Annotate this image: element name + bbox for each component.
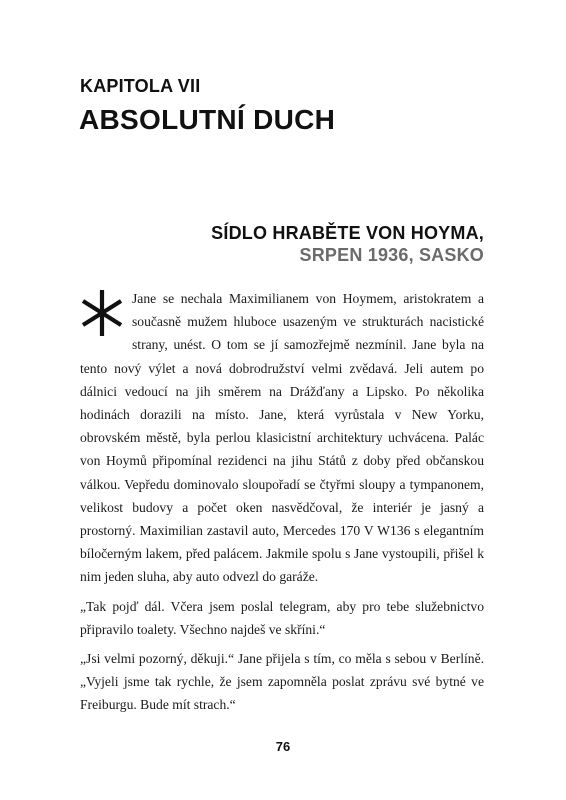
paragraph-text: Jane se nechala Maximilianem von Hoymem, aristokratem a současně mužem hluboce usazeným ve strukturách nacistické strany, unést. O tom se jí samozřejmě nezmínil. Jane byla na tento nový výlet a nová dobrodružství velmi zvědavá. Jeli autem po dálnici vedoucí na jih směrem na Drážďany a Lipsko. Po několika hodinách dorazili na místo. Jane, která vyrůstala v New Yorku, obrovském městě, byla perlou klasicistní architektury uchvácena. Palác von Hoymů připomínal rezidenci na jihu Států z doby před občanskou válkou. Vepředu dominovalo sloupořadí se čtyřmi sloupy a tympanonem, velikost budovy a počet oken nasvědčoval, že interiér je jasný a prostorný. Maximilian zastavil auto, Mercedes 170 V W136 s elegantním bíločerným lakem, před palácem. Jakmile spolu s Jane vystoupili, přišel k nim jeden sluha, aby auto odvezl do garáže. bbox=[80, 291, 484, 585]
section-heading-line1: SÍDLO HRABĚTE VON HOYMA, bbox=[211, 223, 484, 243]
chapter-title: ABSOLUTNÍ DUCH bbox=[79, 104, 336, 135]
paragraph bbox=[80, 287, 484, 589]
paragraph: „Jsi velmi pozorný, děkuji.“ Jane přijela s tím, co měla s sebou v Berlíně. „Vyjeli jsme tak rychle, že jsem zapomněla poslat zprávu své bytné ve Freiburgu. Bude mít strach.“ bbox=[80, 651, 484, 713]
section-heading bbox=[211, 222, 484, 266]
body-text bbox=[80, 287, 484, 723]
section-heading-line2: SRPEN 1936, SASKO bbox=[299, 245, 484, 265]
page-number: 76 bbox=[275, 739, 291, 754]
paragraph: „Tak pojď dál. Včera jsem poslal telegram, aby pro tebe služebnictvo připravilo toalety. Všechno najdeš ve skříni.“ bbox=[80, 598, 484, 637]
chapter-label: KAPITOLA VII bbox=[80, 76, 201, 96]
